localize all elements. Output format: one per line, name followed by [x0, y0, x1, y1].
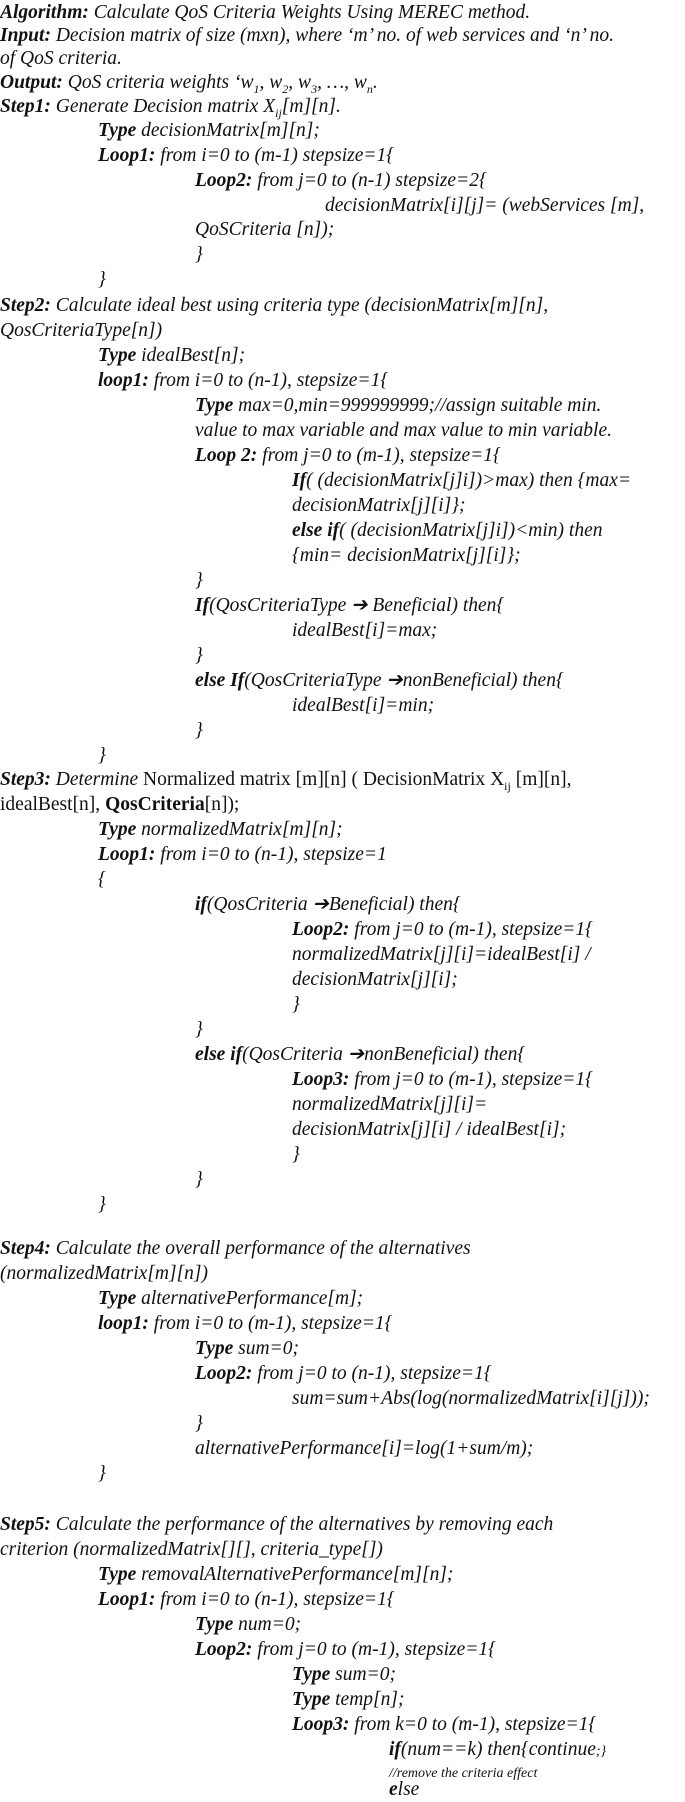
algorithm-line — [98, 1286, 363, 1311]
algorithm-line — [292, 618, 437, 643]
line-text: idealBest[n]; — [136, 345, 246, 366]
keyword: Step3: — [0, 769, 51, 790]
line-text: num=0; — [233, 1614, 302, 1635]
line-text: max=0,min=999999999;//assign suitable min. — [233, 395, 602, 416]
line-text: (QosCriteria ➔Beneficial) then{ — [206, 894, 461, 915]
algorithm-line — [195, 1167, 203, 1192]
subscript: ij — [504, 778, 511, 793]
subscript: ij — [275, 105, 282, 120]
keyword: Loop3: — [292, 1714, 350, 1735]
line-text: {min= decisionMatrix[j][i]}; — [292, 545, 521, 566]
line-text: removalAlternativePerformance[m][n]; — [136, 1564, 454, 1585]
line-text: sum=0; — [233, 1338, 299, 1359]
line-text: } — [98, 269, 106, 290]
line-text: sum=0; — [330, 1664, 396, 1685]
line-text: value to max variable and max value to min variable. — [195, 420, 612, 441]
comment-text: //remove the criteria effect — [389, 1766, 538, 1781]
keyword: if — [389, 1739, 401, 1760]
line-text: } — [292, 994, 300, 1015]
line-text: from j=0 to (m-1), stepsize=1{ — [252, 1639, 496, 1660]
algorithm-line — [0, 318, 162, 343]
keyword: Step5: — [0, 1514, 51, 1535]
algorithm-line — [195, 168, 487, 193]
algorithm-line — [292, 693, 434, 718]
algorithm-line — [98, 1311, 392, 1336]
line-text: normalizedMatrix[j][i]=idealBest[i] / — [292, 944, 591, 965]
plain-text: [n]); — [204, 794, 240, 815]
line-text: from j=0 to (n-1) stepsize=2{ — [252, 170, 487, 191]
line-text: of QoS criteria. — [0, 48, 122, 69]
line-text: criterion (normalizedMatrix[][], criteria_type[]) — [0, 1539, 383, 1560]
line-text: ( (decisionMatrix[j]i])<min) then — [339, 520, 603, 541]
keyword: Type — [292, 1664, 331, 1685]
keyword: Step1: — [0, 96, 51, 117]
algorithm-line — [0, 293, 548, 318]
line-text: lse — [397, 1779, 420, 1800]
line-text: } — [98, 1194, 106, 1215]
keyword: Type — [195, 1614, 234, 1635]
keyword: Loop2: — [195, 1639, 253, 1660]
keyword: Loop2: — [195, 1363, 253, 1384]
algorithm-line — [292, 1386, 650, 1411]
keyword: Loop2: — [292, 919, 350, 940]
line-text: from j=0 to (m-1), stepsize=1{ — [349, 1069, 593, 1090]
subscript: 2 — [282, 81, 289, 96]
keyword: Output: — [0, 72, 63, 93]
line-text: (QosCriteria ➔nonBeneficial) then{ — [242, 1044, 526, 1065]
keyword: Algorithm: — [0, 2, 89, 23]
algorithm-line — [98, 267, 106, 292]
keyword: Loop 2: — [195, 445, 258, 466]
line-text: from i=0 to (m-1), stepsize=1{ — [148, 1313, 393, 1334]
line-text: from i=0 to (m-1) stepsize=1{ — [155, 145, 395, 166]
algorithm-line — [389, 1777, 419, 1802]
line-text: Determine — [50, 769, 143, 790]
line-text: QoS criteria weights ‘w — [62, 72, 254, 93]
algorithm-line — [292, 942, 591, 967]
line-text: sum=sum+Abs(log(normalizedMatrix[i][j])); — [292, 1388, 650, 1409]
algorithm-line — [325, 193, 644, 218]
algorithm-line — [292, 518, 602, 543]
algorithm-line — [195, 443, 501, 468]
algorithm-line — [0, 0, 530, 25]
line-text: Calculate ideal best using criteria type (decisionMatrix[m][n], — [50, 295, 549, 316]
line-text: decisionMatrix[j][i]}; — [292, 495, 466, 516]
algorithm-line — [292, 1117, 566, 1142]
line-text: } — [98, 745, 106, 766]
algorithm-line — [195, 1361, 492, 1386]
keyword: Input: — [0, 25, 51, 46]
keyword: QosCriteria — [105, 794, 205, 815]
keyword: Step2: — [0, 295, 51, 316]
line-text: ( (decisionMatrix[j]i])>max) then {max= — [306, 470, 632, 491]
keyword: Loop1: — [98, 145, 156, 166]
line-text: } — [195, 720, 203, 741]
keyword: loop1: — [98, 370, 149, 391]
line-text: QosCriteriaType[n]) — [0, 320, 163, 341]
algorithm-line — [0, 792, 239, 817]
algorithm-line — [98, 118, 320, 143]
algorithm-line — [98, 743, 106, 768]
line-text: decisionMatrix[j][i]; — [292, 969, 458, 990]
algorithm-line — [292, 1662, 396, 1687]
algorithm-line — [292, 917, 593, 942]
line-text: from k=0 to (m-1), stepsize=1{ — [349, 1714, 597, 1735]
keyword: Loop1: — [98, 1589, 156, 1610]
line-text: temp[n]; — [330, 1689, 405, 1710]
line-text: } — [195, 645, 203, 666]
line-text: (num==k) then{continue — [400, 1739, 596, 1760]
algorithm-line — [292, 1092, 487, 1117]
algorithm-line — [195, 1612, 301, 1637]
keyword: Type — [98, 1288, 137, 1309]
line-text: alternativePerformance[m]; — [136, 1288, 364, 1309]
algorithm-line — [98, 1562, 453, 1587]
algorithm-line — [195, 568, 203, 593]
algorithm-line — [195, 892, 461, 917]
algorithm-line — [195, 418, 612, 443]
algorithm-line — [0, 70, 378, 95]
algorithm-line — [292, 1687, 404, 1712]
algorithm-line — [0, 46, 122, 71]
algorithm-line — [195, 1042, 525, 1067]
line-text: , w — [259, 72, 283, 93]
algorithm-line — [195, 668, 564, 693]
algorithm-line — [292, 992, 300, 1017]
line-text: decisionMatrix[i][j]= (webServices [m], — [325, 195, 645, 216]
algorithm-line — [98, 817, 343, 842]
algorithm-line — [292, 1712, 596, 1737]
line-text: } — [195, 244, 203, 265]
line-text: . — [372, 72, 378, 93]
algorithm-line — [0, 1537, 383, 1562]
line-text: (QosCriteriaType ➔nonBeneficial) then{ — [244, 670, 564, 691]
keyword: Type — [292, 1689, 331, 1710]
line-text: { — [98, 869, 106, 890]
line-text: decisionMatrix[m][n]; — [136, 120, 320, 141]
line-text: from i=0 to (n-1), stepsize=1 — [155, 844, 387, 865]
algorithm-line — [195, 1436, 533, 1461]
line-text: normalizedMatrix[m][n]; — [136, 819, 343, 840]
algorithm-line — [195, 242, 203, 267]
algorithm-line — [98, 842, 387, 867]
keyword: Type — [195, 1338, 234, 1359]
line-text: } — [195, 570, 203, 591]
algorithm-line — [195, 1017, 203, 1042]
algorithm-line — [195, 643, 203, 668]
keyword: else If — [195, 670, 245, 691]
algorithm-line — [98, 368, 388, 393]
algorithm-line — [292, 967, 458, 992]
algorithm-line — [195, 1336, 299, 1361]
keyword: Type — [98, 1564, 137, 1585]
algorithm-line — [98, 1461, 106, 1486]
line-text: Calculate the overall performance of the alternatives — [50, 1238, 471, 1259]
keyword: Type — [195, 395, 234, 416]
keyword: loop1: — [98, 1313, 149, 1334]
keyword: Loop1: — [98, 844, 156, 865]
line-text: from j=0 to (n-1), stepsize=1{ — [252, 1363, 492, 1384]
algorithm-line — [98, 143, 394, 168]
line-text: idealBest[i]=max; — [292, 620, 438, 641]
algorithm-line — [195, 718, 203, 743]
line-text: } — [195, 1019, 203, 1040]
keyword: If — [292, 470, 307, 491]
line-text: Calculate QoS Criteria Weights Using MEREC method. — [88, 2, 531, 23]
line-text: Calculate the performance of the alternatives by removing each — [50, 1514, 554, 1535]
algorithm-line — [292, 1142, 300, 1167]
keyword: if — [195, 894, 207, 915]
line-text: alternativePerformance[i]=log(1+sum/m); — [195, 1438, 534, 1459]
line-text: Decision matrix of size (mxn), where ‘m’ no. of web services and ‘n’ no. — [50, 25, 614, 46]
algorithm-line — [292, 493, 466, 518]
algorithm-line — [292, 1067, 593, 1092]
plain-text: Normalized matrix [m][n] ( DecisionMatrix X — [142, 769, 505, 790]
line-text: , w — [288, 72, 312, 93]
keyword: Loop2: — [195, 170, 253, 191]
subscript: 1 — [253, 81, 260, 96]
line-text: (normalizedMatrix[m][n]) — [0, 1263, 208, 1284]
line-text: QoSCriteria [n]); — [195, 219, 335, 240]
line-text: } — [292, 1144, 300, 1165]
line-text: from j=0 to (m-1), stepsize=1{ — [257, 445, 501, 466]
algorithm-line — [195, 217, 334, 242]
comment-text: ;} — [595, 1744, 607, 1759]
keyword: Step4: — [0, 1238, 51, 1259]
line-text: } — [195, 1413, 203, 1434]
line-text: [m][n]. — [281, 96, 341, 117]
line-text: Generate Decision matrix X — [50, 96, 276, 117]
keyword: else if — [195, 1044, 243, 1065]
keyword: Type — [98, 819, 137, 840]
keyword: else if — [292, 520, 340, 541]
algorithm-line — [0, 23, 614, 48]
plain-text: idealBest[n], — [0, 794, 106, 815]
line-text: from i=0 to (n-1), stepsize=1{ — [155, 1589, 395, 1610]
line-text: idealBest[i]=min; — [292, 695, 435, 716]
line-text: from j=0 to (m-1), stepsize=1{ — [349, 919, 593, 940]
plain-text: [m][n], — [510, 769, 572, 790]
line-text: } — [98, 1463, 106, 1484]
algorithm-line — [0, 94, 341, 119]
algorithm-line — [0, 1261, 208, 1286]
algorithm-line — [292, 468, 631, 493]
line-text: normalizedMatrix[j][i]= — [292, 1094, 488, 1115]
subscript: n — [366, 81, 373, 96]
algorithm-line — [292, 543, 521, 568]
algorithm-line — [195, 1637, 496, 1662]
algorithm-line — [195, 593, 504, 618]
line-text: } — [195, 1169, 203, 1190]
subscript: 3 — [311, 81, 318, 96]
algorithm-line — [98, 343, 245, 368]
line-text: , …, w — [317, 72, 367, 93]
algorithm-line — [0, 767, 572, 792]
line-text: (QosCriteriaType ➔ Beneficial) then{ — [209, 595, 505, 616]
line-text: decisionMatrix[j][i] / idealBest[i]; — [292, 1119, 567, 1140]
line-text: from i=0 to (n-1), stepsize=1{ — [148, 370, 389, 391]
algorithm-line — [98, 1587, 395, 1612]
algorithm-line — [195, 393, 601, 418]
algorithm-line — [98, 1192, 106, 1217]
algorithm-line — [0, 1236, 471, 1261]
algorithm-line — [0, 1512, 553, 1537]
keyword: Loop3: — [292, 1069, 350, 1090]
keyword: e — [389, 1779, 398, 1800]
algorithm-line — [98, 867, 106, 892]
algorithm-line — [195, 1411, 203, 1436]
keyword: If — [195, 595, 210, 616]
keyword: Type — [98, 120, 137, 141]
keyword: Type — [98, 345, 137, 366]
